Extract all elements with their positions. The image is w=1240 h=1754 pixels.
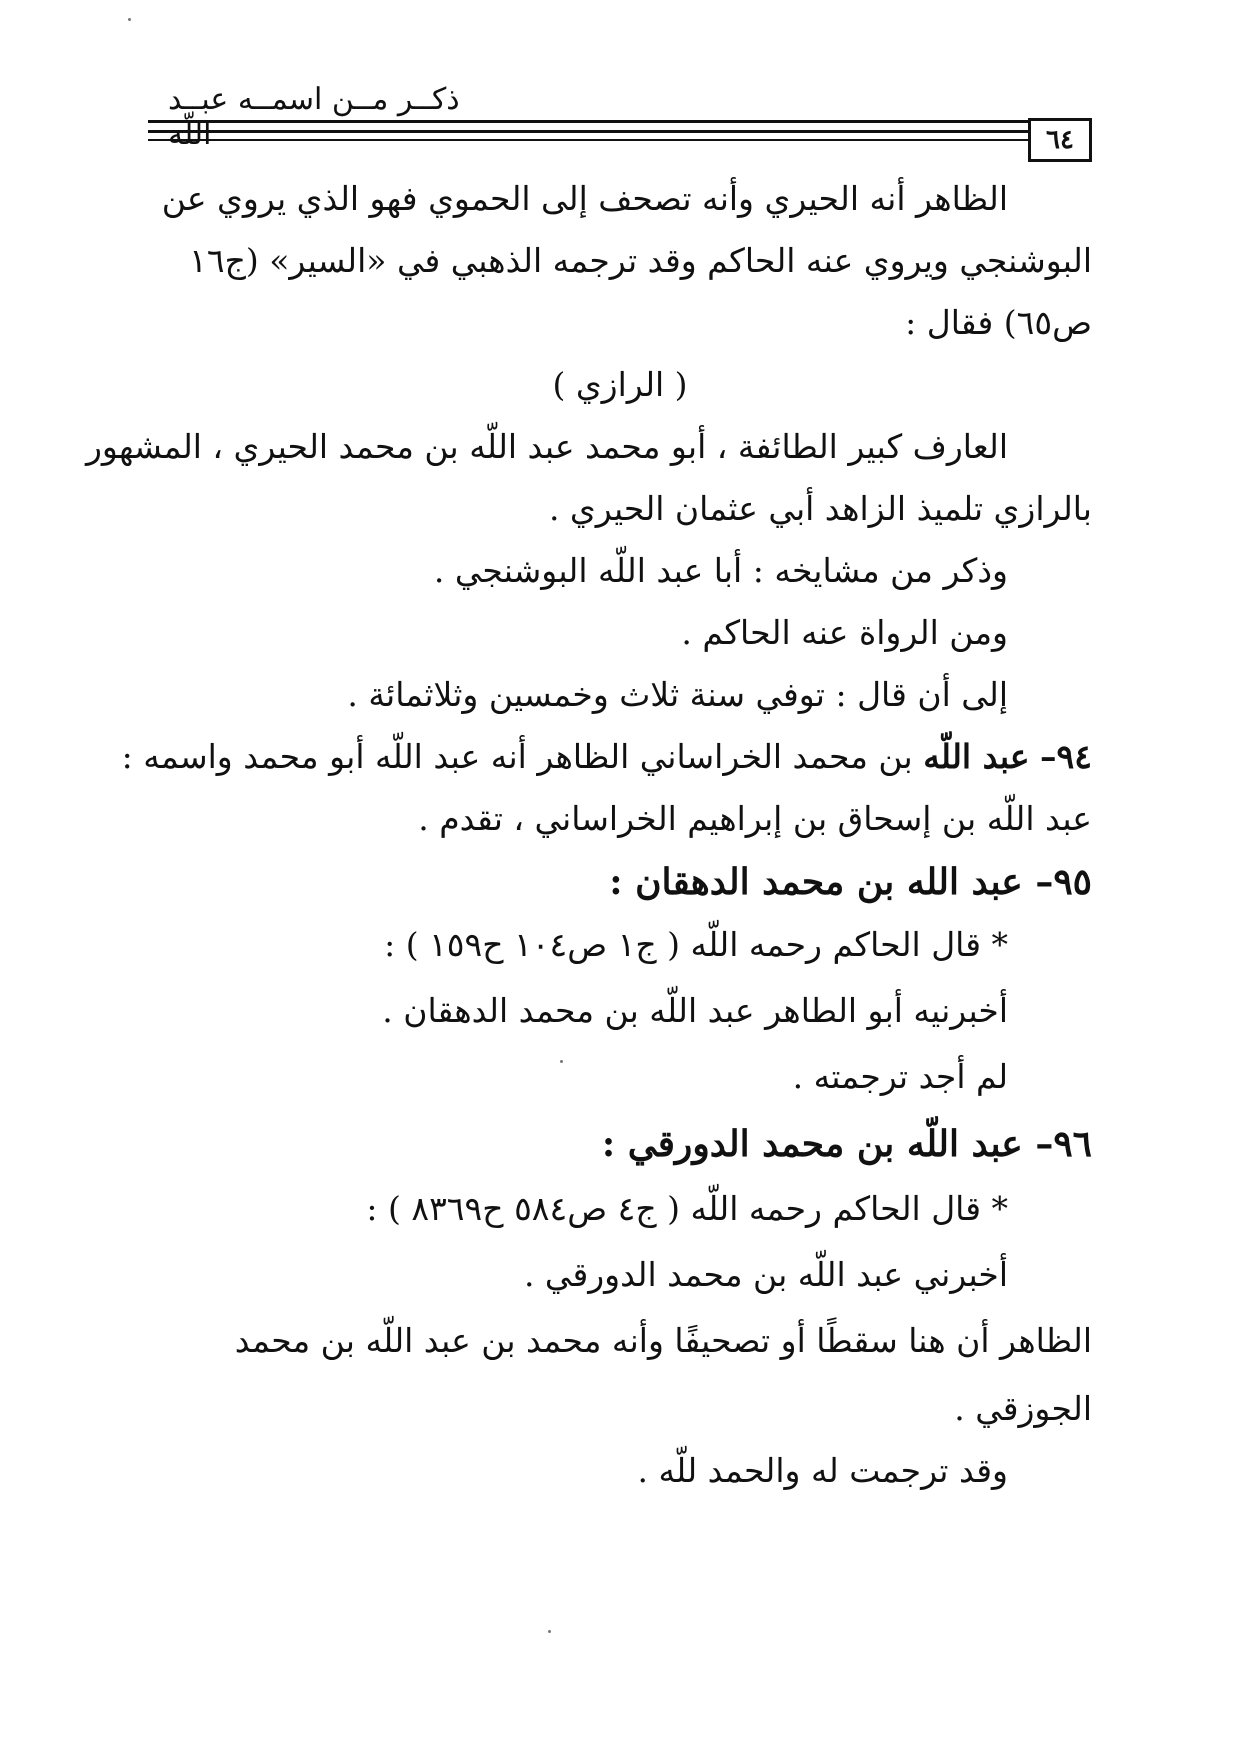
text-line: الظاهر أن هنا سقطًا أو تصحيفًا وأنه محمد بن عبد اللّه بن محمد xyxy=(234,1321,1092,1360)
scan-speck xyxy=(560,1060,563,1063)
entry-95-heading: ٩٥– عبد الله بن محمد الدهقان : xyxy=(609,861,1092,903)
section-subheading: ( الرازي ) xyxy=(552,365,688,404)
text-line: وذكر من مشايخه : أبا عبد اللّه البوشنجي . xyxy=(433,551,1008,590)
entry-number: ٩٤– xyxy=(1040,737,1092,776)
running-header-title: ذكــر مــن اسمــه عبــد اللّه xyxy=(168,82,460,152)
text-line: الجوزقي . xyxy=(954,1389,1092,1428)
text-line: العارف كبير الطائفة ، أبو محمد عبد اللّه بن محمد الحيري ، المشهور xyxy=(85,427,1008,466)
text-line: البوشنجي ويروي عنه الحاكم وقد ترجمه الذهبي في «السير» (ج١٦ xyxy=(189,241,1092,280)
text-line: أخبرنيه أبو الطاهر عبد اللّه بن محمد الدهقان . xyxy=(382,991,1008,1030)
text-line: الظاهر أنه الحيري وأنه تصحف إلى الحموي فهو الذي يروي عن xyxy=(161,179,1008,218)
scan-speck xyxy=(128,18,131,21)
text-line: ص٦٥) فقال : xyxy=(905,303,1092,342)
header-rule xyxy=(148,130,1028,133)
entry-94-line xyxy=(122,738,1092,776)
citation-line: * قال الحاكم رحمه اللّه ( ج٤ ص٥٨٤ ح٨٣٦٩ ) : xyxy=(366,1189,1008,1228)
entry-text: بن محمد الخراساني الظاهر أنه عبد اللّه أبو محمد واسمه : xyxy=(121,737,913,776)
text-line: لم أجد ترجمته . xyxy=(792,1057,1008,1096)
text-line: بالرازي تلميذ الزاهد أبي عثمان الحيري . xyxy=(548,489,1092,528)
text-line: وقد ترجمت له والحمد للّه . xyxy=(637,1451,1008,1490)
text-line: عبد اللّه بن إسحاق بن إبراهيم الخراساني ، تقدم . xyxy=(418,799,1092,838)
text-line: إلى أن قال : توفي سنة ثلاث وخمسين وثلاثمائة . xyxy=(347,675,1008,714)
header-rule xyxy=(148,139,1028,141)
scan-speck xyxy=(548,1630,551,1633)
entry-96-heading: ٩٦– عبد اللّه بن محمد الدورقي : xyxy=(601,1123,1092,1165)
page-number: ٦٤ xyxy=(1028,118,1092,162)
text-line: ومن الرواة عنه الحاكم . xyxy=(681,613,1008,652)
text-line: أخبرني عبد اللّه بن محمد الدورقي . xyxy=(523,1255,1008,1294)
citation-line: * قال الحاكم رحمه اللّه ( ج١ ص١٠٤ ح١٥٩ ) : xyxy=(384,925,1008,964)
header-rule xyxy=(148,120,1028,123)
entry-name: عبد اللّه xyxy=(923,737,1030,776)
